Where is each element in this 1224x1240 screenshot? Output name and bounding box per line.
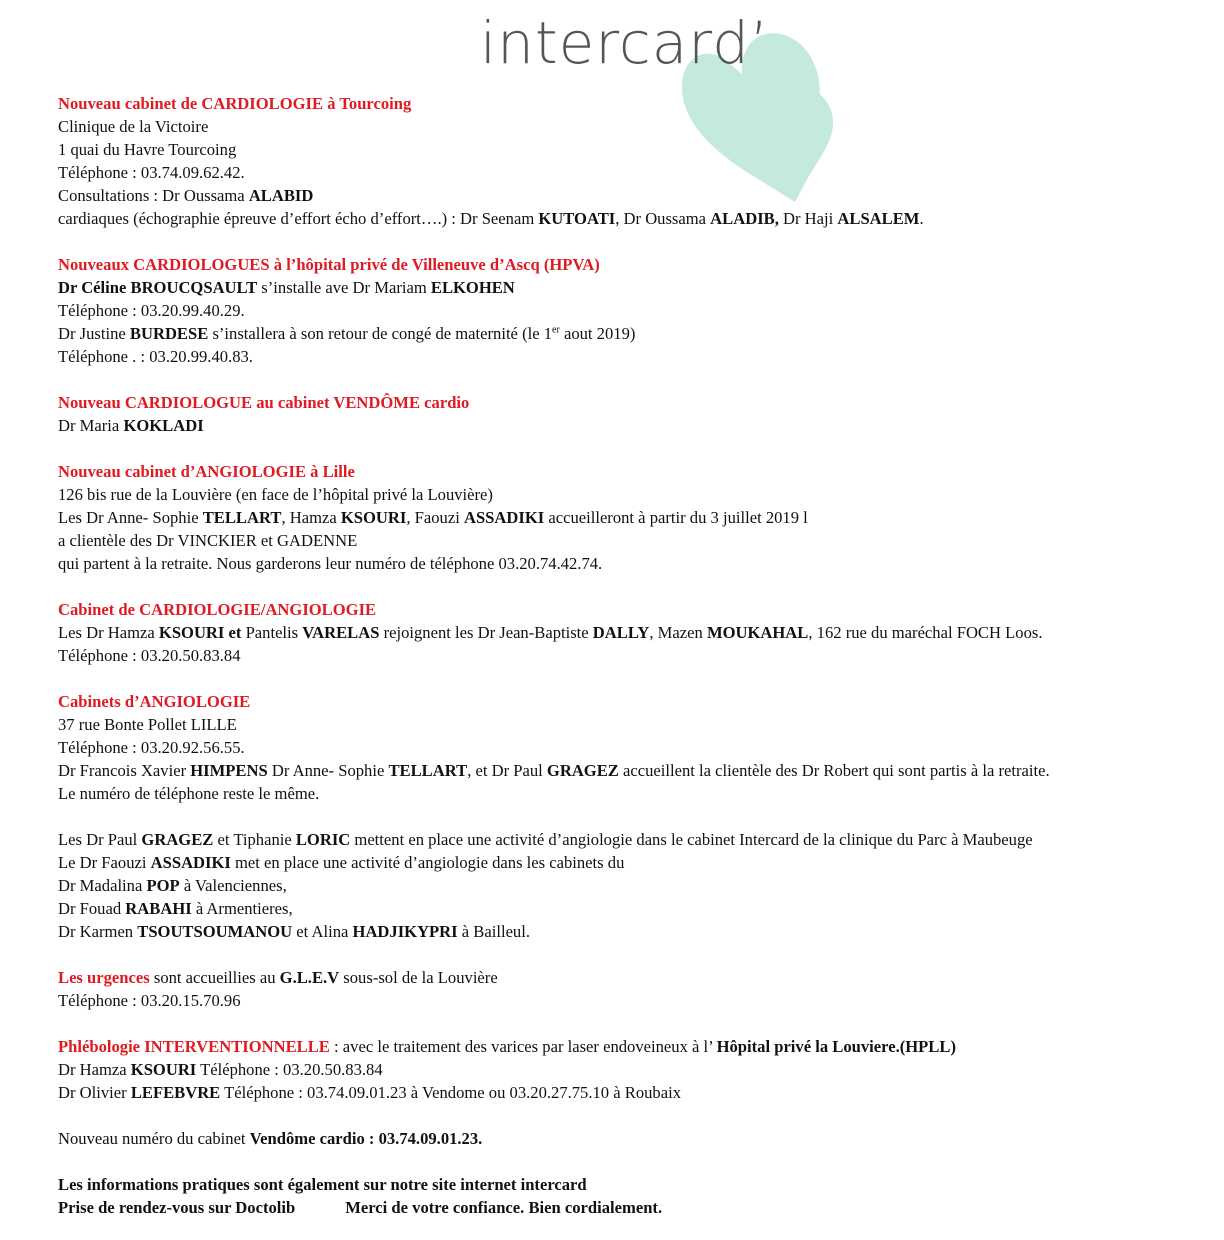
text-segment: Pantelis (241, 623, 303, 642)
broucqsault-line (58, 276, 1208, 299)
text-segment: Dr Justine (58, 324, 130, 343)
text-segment: à Armentieres, (191, 899, 293, 918)
text-segment: met en place une activité d’angiologie dans les cabinets du (230, 853, 625, 872)
doctor-name: KSOURI (340, 508, 407, 527)
clinic-name: Clinique de la Victoire (58, 117, 209, 136)
footer-closing-line (58, 1196, 1208, 1219)
urgences-line (58, 966, 1208, 989)
text-segment: Consultations : Dr Oussama (58, 186, 249, 205)
text-segment: Le Dr Faouzi (58, 853, 151, 872)
vendome-number: Vendôme cardio : 03.74.09.01.23. (249, 1129, 483, 1148)
logo-text: intercard’ (480, 9, 770, 77)
thanks-text: Merci de votre confiance. Bien cordialement. (345, 1198, 663, 1217)
doctor-name: POP (146, 876, 180, 895)
text-segment: Dr Anne- Sophie (267, 761, 389, 780)
text-segment: , Hamza (281, 508, 341, 527)
text-segment: Dr Hamza (58, 1060, 131, 1079)
consultations-line (58, 184, 1208, 207)
clientele-line: a clientèle des Dr VINCKIER et GADENNE (58, 531, 358, 550)
doctor-name: KSOURI et (158, 623, 242, 642)
superscript: er (552, 324, 560, 336)
glev-label: G.L.E.V (279, 968, 340, 987)
text-segment: Dr Olivier (58, 1083, 131, 1102)
text-segment: , 162 rue du maréchal FOCH Loos. (808, 623, 1043, 642)
doctor-name: ALABID (248, 186, 314, 205)
rabahi-line (58, 897, 1208, 920)
section-title-tourcoing: Nouveau cabinet de CARDIOLOGIE à Tourcoing (58, 94, 412, 113)
clinic-phone: Téléphone : 03.74.09.62.42. (58, 163, 245, 182)
text-segment: Dr Karmen (58, 922, 138, 941)
text-segment: Les Dr Paul (58, 830, 142, 849)
text-segment: Dr Fouad (58, 899, 126, 918)
doctor-name: ALADIB, (710, 209, 779, 228)
text-segment: cardiaques (échographie épreuve d’effort écho d’effort….) : Dr Seenam (58, 209, 539, 228)
section-title-cabinets-angio: Cabinets d’ANGIOLOGIE (58, 692, 251, 711)
doctor-name: DALLY (592, 623, 650, 642)
loos-doctors-line (58, 621, 1208, 644)
lefebvre-phone-line (58, 1081, 1208, 1104)
text-segment: accueillent la clientèle des Dr Robert qui sont partis à la retraite. (618, 761, 1050, 780)
section-title-cardio-angio: Cabinet de CARDIOLOGIE/ANGIOLOGIE (58, 600, 377, 619)
bonte-pollet-address: 37 rue Bonte Pollet LILLE (58, 715, 237, 734)
text-segment: et Alina (292, 922, 353, 941)
doctor-name: TELLART (202, 508, 282, 527)
text-segment: Dr Haji (778, 209, 838, 228)
doctor-name: GRAGEZ (141, 830, 214, 849)
doctor-name: KUTOATI (538, 209, 616, 228)
doctor-name: ALSALEM (837, 209, 920, 228)
doctor-name: ELKOHEN (430, 278, 515, 297)
text-segment: sous-sol de la Louvière (339, 968, 498, 987)
doctor-name: TELLART (388, 761, 468, 780)
text-segment: rejoignent les Dr Jean-Baptiste (379, 623, 593, 642)
bonte-pollet-phone: Téléphone : 03.20.92.56.55. (58, 738, 245, 757)
loos-phone: Téléphone : 03.20.50.83.84 (58, 646, 241, 665)
doctor-name: ASSADIKI (463, 508, 545, 527)
clinic-address: 1 quai du Havre Tourcoing (58, 140, 237, 159)
hpll-label: Hôpital privé la Louviere.(HPLL) (716, 1037, 956, 1056)
text-segment: Les Dr Anne- Sophie (58, 508, 203, 527)
text-segment: , Faouzi (406, 508, 464, 527)
doctor-name: MOUKAHAL (706, 623, 809, 642)
text-segment: , Dr Oussama (615, 209, 711, 228)
text-segment: aout 2019) (559, 324, 636, 343)
text-segment: Dr Maria (58, 416, 124, 435)
retirement-line: qui partent à la retraite. Nous garderons leur numéro de téléphone 03.20.74.42.74. (58, 554, 603, 573)
text-segment: Les Dr Hamza (58, 623, 159, 642)
doctor-name: RABAHI (125, 899, 192, 918)
text-segment: et Tiphanie (213, 830, 296, 849)
text-segment: s’installe ave Dr Mariam (257, 278, 431, 297)
urgences-phone: Téléphone : 03.20.15.70.96 (58, 991, 241, 1010)
new-number-line (58, 1127, 1208, 1150)
doctor-name: KOKLADI (123, 416, 204, 435)
angio-doctors-line (58, 506, 1208, 529)
himpens-line (58, 759, 1208, 782)
hpva-phone-2: Téléphone . : 03.20.99.40.83. (58, 347, 253, 366)
doctor-name: HIMPENS (190, 761, 268, 780)
urgences-label: Les urgences (58, 968, 150, 987)
doctor-name: TSOUTSOUMANOU (137, 922, 293, 941)
text-segment: Dr Madalina (58, 876, 147, 895)
text-segment: , et Dr Paul (467, 761, 547, 780)
text-segment: à Bailleul. (457, 922, 530, 941)
text-segment: Téléphone : 03.74.09.01.23 à Vendome ou 03.20.27.75.10 à Roubaix (220, 1083, 681, 1102)
doctor-name: LEFEBVRE (130, 1083, 221, 1102)
doctor-name: GRAGEZ (546, 761, 619, 780)
section-title-angiologie-lille: Nouveau cabinet d’ANGIOLOGIE à Lille (58, 462, 355, 481)
cardiac-exams-line (58, 207, 1208, 230)
doctor-name: VARELAS (302, 623, 380, 642)
ksouri-phone-line (58, 1058, 1208, 1081)
hpva-phone-1: Téléphone : 03.20.99.40.29. (58, 301, 245, 320)
text-segment: : avec le traitement des varices par laser endoveineux à l’ (329, 1037, 717, 1056)
text-segment: sont accueillies au (149, 968, 280, 987)
section-title-hpva: Nouveaux CARDIOLOGUES à l’hôpital privé de Villeneuve d’Ascq (HPVA) (58, 255, 600, 274)
text-segment: mettent en place une activité d’angiologie dans le cabinet Intercard de la clinique du Parc à Maubeuge (350, 830, 1033, 849)
maubeuge-line (58, 828, 1208, 851)
doctor-name: HADJIKYPRI (352, 922, 458, 941)
text-segment: Nouveau numéro du cabinet (58, 1129, 250, 1148)
pop-line (58, 874, 1208, 897)
doctolib-text: Prise de rendez-vous sur Doctolib (58, 1198, 296, 1217)
doctor-name: LORIC (295, 830, 351, 849)
section-title-vendome: Nouveau CARDIOLOGUE au cabinet VENDÔME cardio (58, 393, 470, 412)
text-segment: , Mazen (649, 623, 707, 642)
document-body (58, 92, 1208, 1219)
text-segment: accueilleront à partir du 3 juillet 2019 l (544, 508, 808, 527)
text-segment: s’installera à son retour de congé de maternité (le 1 (208, 324, 553, 343)
doctor-name: BURDESE (129, 324, 209, 343)
burdese-line (58, 322, 1208, 345)
text-segment: Téléphone : 03.20.50.83.84 (196, 1060, 383, 1079)
footer-info-line: Les informations pratiques sont également sur notre site internet intercard (58, 1175, 587, 1194)
kokladi-line (58, 414, 1208, 437)
text-segment: . (919, 209, 924, 228)
phlebologie-line (58, 1035, 1208, 1058)
text-segment: Dr Francois Xavier (58, 761, 191, 780)
doctor-name: ASSADIKI (150, 853, 231, 872)
louviere-address: 126 bis rue de la Louvière (en face de l’hôpital privé la Louvière) (58, 485, 493, 504)
phlebologie-label: Phlébologie INTERVENTIONNELLE (58, 1037, 330, 1056)
doctor-name: Dr Céline BROUCQSAULT (58, 278, 258, 297)
text-segment: à Valenciennes, (179, 876, 287, 895)
same-phone-line: Le numéro de téléphone reste le même. (58, 784, 320, 803)
bailleul-line (58, 920, 1208, 943)
assadiki-line (58, 851, 1208, 874)
doctor-name: KSOURI (130, 1060, 197, 1079)
